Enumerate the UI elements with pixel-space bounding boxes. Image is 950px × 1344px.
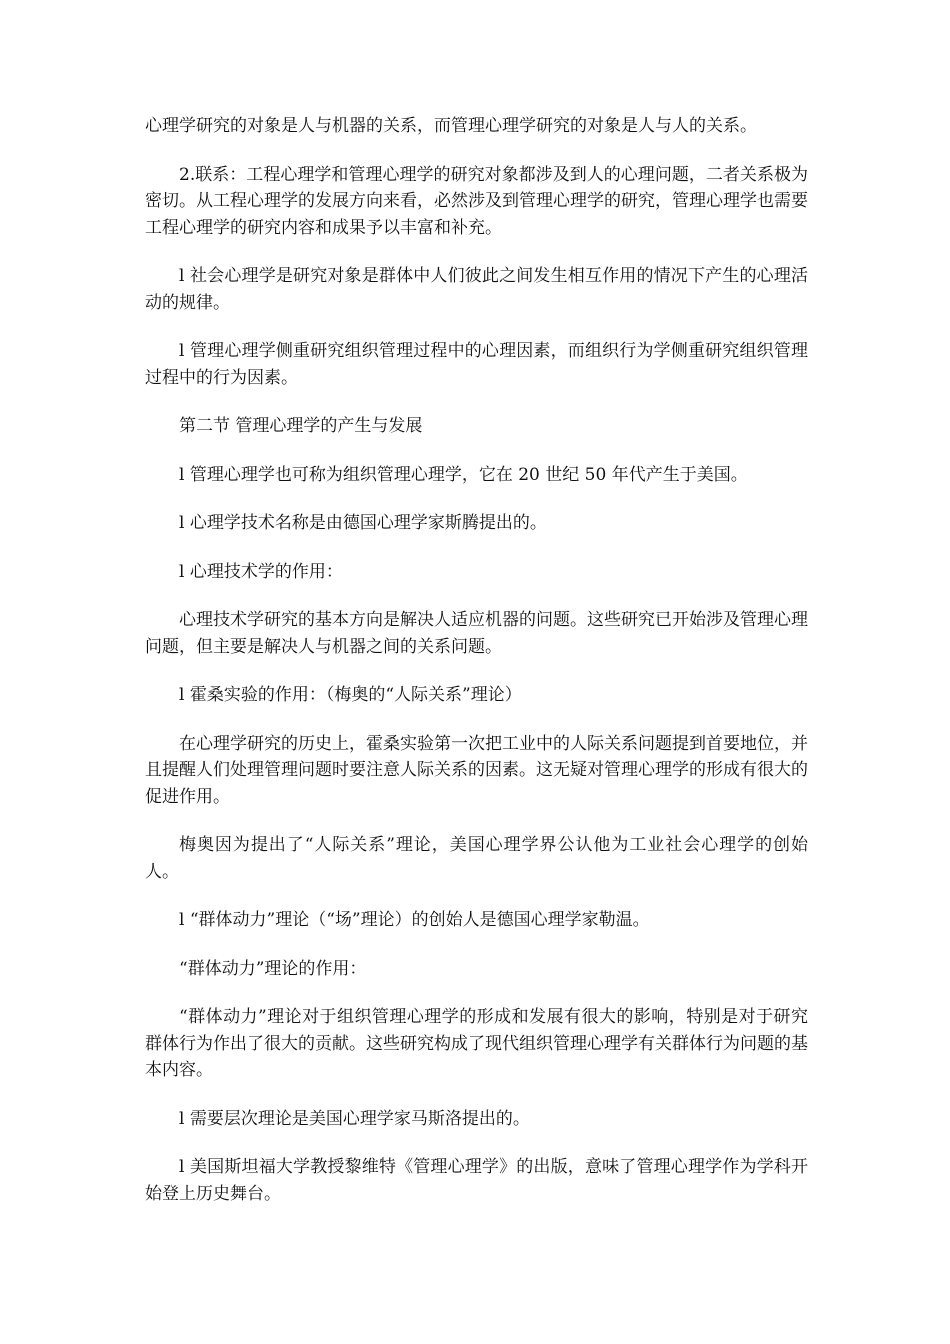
paragraph-12: 梅奥因为提出了“人际关系”理论，美国心理学界公认他为工业社会心理学的创始人。	[145, 835, 808, 882]
paragraph-10: l 霍桑实验的作用：（梅奥的“人际关系”理论）	[179, 685, 522, 705]
paragraph-1: 心理学研究的对象是人与机器的关系，而管理心理学研究的对象是人与人的关系。	[145, 116, 757, 136]
section-heading: 第二节 管理心理学的产生与发展	[179, 416, 423, 436]
paragraph-9: 心理技术学研究的基本方向是解决人适应机器的问题。这些研究已开始涉及管理心理问题，但主要是解决人与机器之间的关系问题。	[145, 610, 808, 657]
paragraph-13: l “群体动力”理论（“场”理论）的创始人是德国心理学家勒温。	[179, 910, 650, 930]
paragraph-3: l 社会心理学是研究对象是群体中人们彼此之间发生相互作用的情况下产生的心理活动的规律。	[145, 266, 808, 313]
paragraph-8: l 心理技术学的作用：	[179, 561, 343, 582]
paragraph-6: l 管理心理学也可称为组织管理心理学，它在 20 世纪 50 年代产生于美国。	[179, 464, 748, 485]
paragraph-11: 在心理学研究的历史上，霍桑实验第一次把工业中的人际关系问题提到首要地位，并且提醒人们处理管理问题时要注意人际关系的因素。这无疑对管理心理学的形成有很大的促进作用。	[145, 733, 808, 807]
paragraph-4: l 管理心理学侧重研究组织管理过程中的心理因素，而组织行为学侧重研究组织管理过程中的行为因素。	[145, 341, 808, 388]
paragraph-7: l 心理学技术名称是由德国心理学家斯腾提出的。	[179, 513, 547, 533]
paragraph-14: “群体动力”理论的作用：	[179, 958, 367, 979]
paragraph-15: “群体动力”理论对于组织管理心理学的形成和发展有很大的影响，特别是对于研究群体行为作出了很大的贡献。这些研究构成了现代组织管理心理学有关群体行为问题的基本内容。	[145, 1007, 808, 1080]
paragraph-16: l 需要层次理论是美国心理学家马斯洛提出的。	[179, 1108, 530, 1129]
paragraph-17: l 美国斯坦福大学教授黎维特《管理心理学》的出版，意味了管理心理学作为学科开始登上历史舞台。	[145, 1157, 808, 1204]
paragraph-2: 2.联系：工程心理学和管理心理学的研究对象都涉及到人的心理问题，二者关系极为密切。从工程心理学的发展方向来看，必然涉及到管理心理学的研究，管理心理学也需要工程心理学的研究内容和成果予以丰富和补充。	[145, 164, 808, 238]
